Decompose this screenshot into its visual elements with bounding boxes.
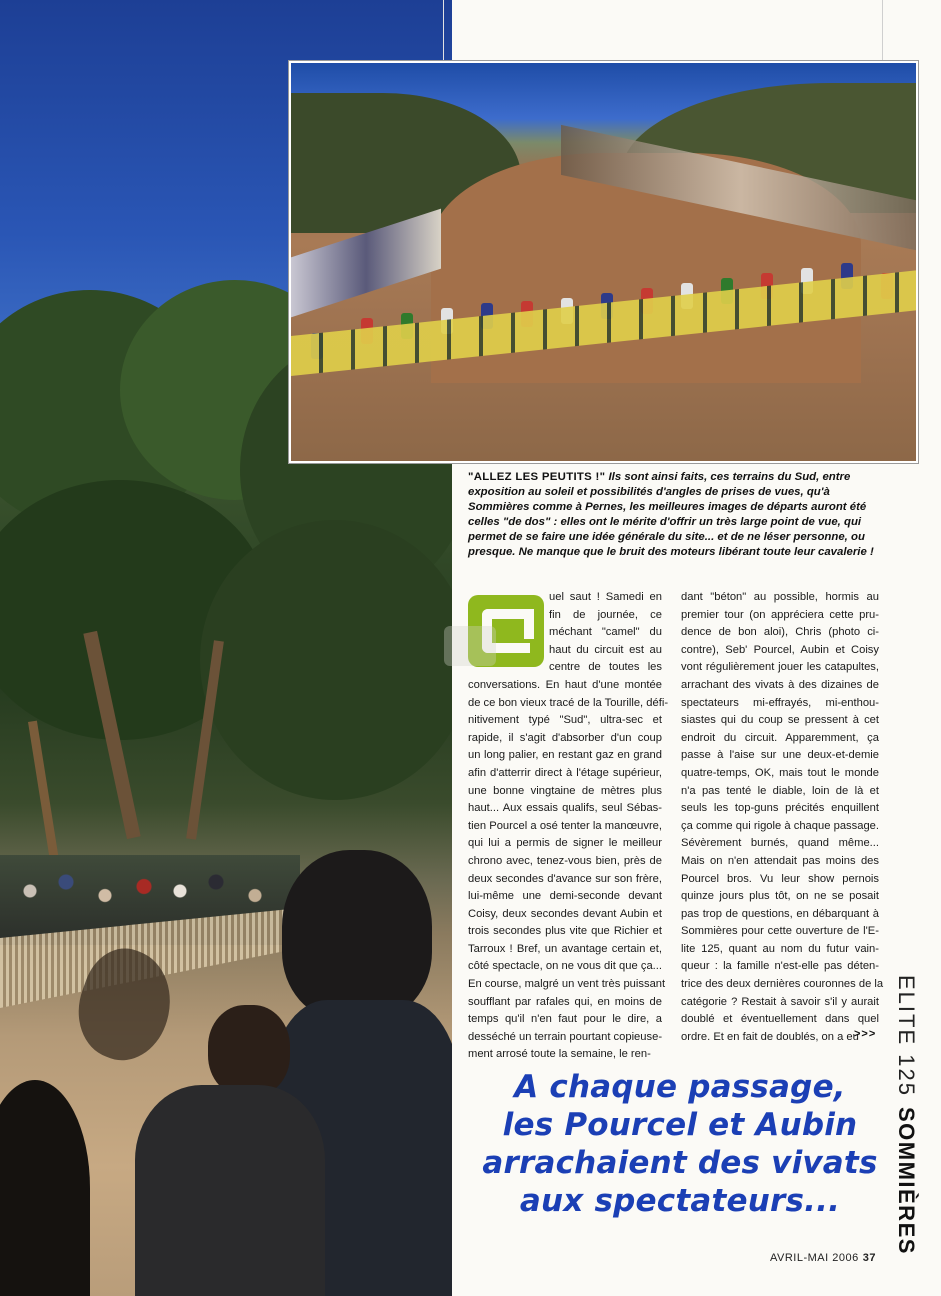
spectator-head: [282, 850, 432, 1020]
article-line: méchant "camel" du: [549, 626, 662, 639]
continued-marker: >>>: [854, 1028, 877, 1040]
article-line: ça comme qui rigole à chaque passage.: [681, 819, 879, 832]
page-number: 37: [862, 1252, 876, 1264]
article-line: En course, malgré un vent très puissant: [468, 978, 666, 991]
article-line: chrono avec, tenez-vous bien, près de: [468, 854, 662, 867]
spectator-body: [135, 1085, 325, 1296]
article-line: conversations. En haut d'une montée: [468, 678, 662, 691]
article-line: centre de toutes les: [549, 661, 662, 674]
article-line: soufflant par rafales qui, en moins de: [468, 995, 662, 1008]
folio: [770, 1252, 876, 1264]
article-line: pas trop de questions, en débarquant à: [681, 907, 879, 920]
article-column-left: [468, 589, 669, 1064]
article-line: Sommières pour cette ouverture de l'E-: [681, 925, 879, 938]
article-line: quinze jours plus tôt, on ne se posait: [681, 890, 879, 903]
pull-quote-line: aux spectateurs...: [519, 1183, 841, 1219]
article-line: ment arrosé toute la semaine, le ren-: [468, 1048, 651, 1061]
article-line: desséché un terrain pourtant copieuse-: [468, 1030, 663, 1043]
article-line: seuls les top-guns précités enquillent: [681, 802, 879, 815]
article-line: trice des deux dernières couronnes de la: [681, 978, 884, 991]
race-start-photo: [289, 61, 918, 463]
article-line: queur : la famille n'est-elle pas déten-: [681, 960, 879, 973]
pull-quote: [470, 1068, 890, 1220]
running-head-series: ELITE 125: [894, 975, 919, 1097]
pull-quote-line: arrachaient des vivats: [482, 1145, 878, 1181]
page-edge: [882, 0, 883, 62]
article-line: Tarroux ! Bref, un avantage certain et,: [468, 942, 662, 955]
article-line: une bonne vingtaine de mètres plus: [468, 784, 662, 797]
article-line: nitivement typé "Sud", ultra-sec et: [468, 714, 662, 727]
tree-canopy: [200, 520, 452, 800]
article-line: tien Pourcel a osé tenter la manœuvre,: [468, 819, 662, 832]
article-line: haut du circuit est au: [549, 643, 662, 656]
article-line: premier tour (on appréciera cette pru-: [681, 608, 879, 621]
caption-text: Ils sont ainsi faits, ces terrains du Sud, entre exposition au soleil et possibilités d'angles de prises de vues, qu'à Sommières comme à Pernes, les meilleures images de départs auront été celles "de dos" : elles ont le mérite d'offrir un très large point de vue, qui permet de se faire une idée générale du site... et de ne léser personne, ou presque. Ne manque que le bruit des moteurs libérant toute leur cavalerie !: [468, 471, 874, 558]
article-line: uel saut ! Samedi en: [549, 591, 662, 603]
article-column-right: [681, 589, 884, 1046]
caption-heading: "ALLEZ LES PEUTITS !": [468, 471, 606, 483]
article-line: temps qu'il n'en faut pour le dire, a: [468, 1013, 662, 1026]
article-line: de ce bon vieux tracé de la Tourille, défi-: [468, 696, 669, 709]
pull-quote-line: A chaque passage,: [514, 1069, 846, 1105]
article-line: afin d'atterrir direct à l'étage supérieur,: [468, 766, 662, 779]
article-line: doublé et éventuellement dans quel: [681, 1013, 879, 1026]
article-line: un long palier, en restant gaz en grand: [468, 749, 662, 762]
article-line: vont régulièrement jouer les catapultes,: [681, 661, 879, 674]
spectator-head: [208, 1005, 290, 1097]
article-line: contre), Seb' Pourcel, Aubin et Coisy: [681, 643, 879, 656]
article-line: spectateurs mi-effrayés, mi-enthou-: [681, 696, 879, 709]
article-line: trois secondes plus vite que Richier et: [468, 925, 662, 938]
article-line: passe à l'aise sur une deux-et-demie: [681, 749, 879, 762]
article-line: Sévèrement burnés, quand même...: [681, 837, 879, 850]
article-line: siastes qui du coup se pressent à cet: [681, 714, 879, 727]
article-line: ordre. Et en fait de doublés, on a eu: [681, 1030, 859, 1043]
article-line: qui lui a permis de signer le meilleur: [468, 837, 662, 850]
article-line: fin de journée, ce: [549, 608, 662, 621]
article-line: endroit du circuit. Apparemment, ça: [681, 731, 879, 744]
article-line: haut... Aux essais qualifs, seul Sébas-: [468, 802, 662, 815]
article-line: catégorie ? Restait à savoir s'il y aurait: [681, 995, 879, 1008]
article-line: Mais on n'en attendait pas moins des: [681, 854, 879, 867]
article-line: Coisy, deux secondes devant Aubin et: [468, 907, 662, 920]
article-line: côté spectacle, on ne vous dit que ça...: [468, 960, 662, 973]
article-line: lite 125, quant au nom du futur vain-: [681, 942, 879, 955]
page-edge: [443, 0, 444, 62]
running-head-place: SOMMIÈRES: [894, 1106, 919, 1255]
pull-quote-line: les Pourcel et Aubin: [502, 1107, 858, 1143]
article-line: Pourcel bros. Vu leur show pernois: [681, 872, 879, 885]
photo-caption: [468, 470, 878, 560]
article-line: lui-même une demi-seconde devant: [468, 890, 662, 903]
spectator-silhouette: [0, 1080, 90, 1296]
folio-issue: AVRIL-MAI 2006: [770, 1252, 859, 1264]
article-line: quatre-temps, OK, mais tout le monde: [681, 766, 879, 779]
article-line: dant "béton" au possible, hormis au: [681, 591, 879, 603]
running-head: [884, 975, 928, 1255]
article-line: dence de bon aloi), Chris (photo ci-: [681, 626, 879, 639]
article-line: rapide, il s'agit d'absorber d'un coup: [468, 731, 662, 744]
article-line: n'a pas tenté le diable, loin de là et: [681, 784, 879, 797]
article-line: deux secondes d'avance sur son frère,: [468, 872, 662, 885]
article-line: arrachant des vivats à des dizaines de: [681, 678, 879, 691]
